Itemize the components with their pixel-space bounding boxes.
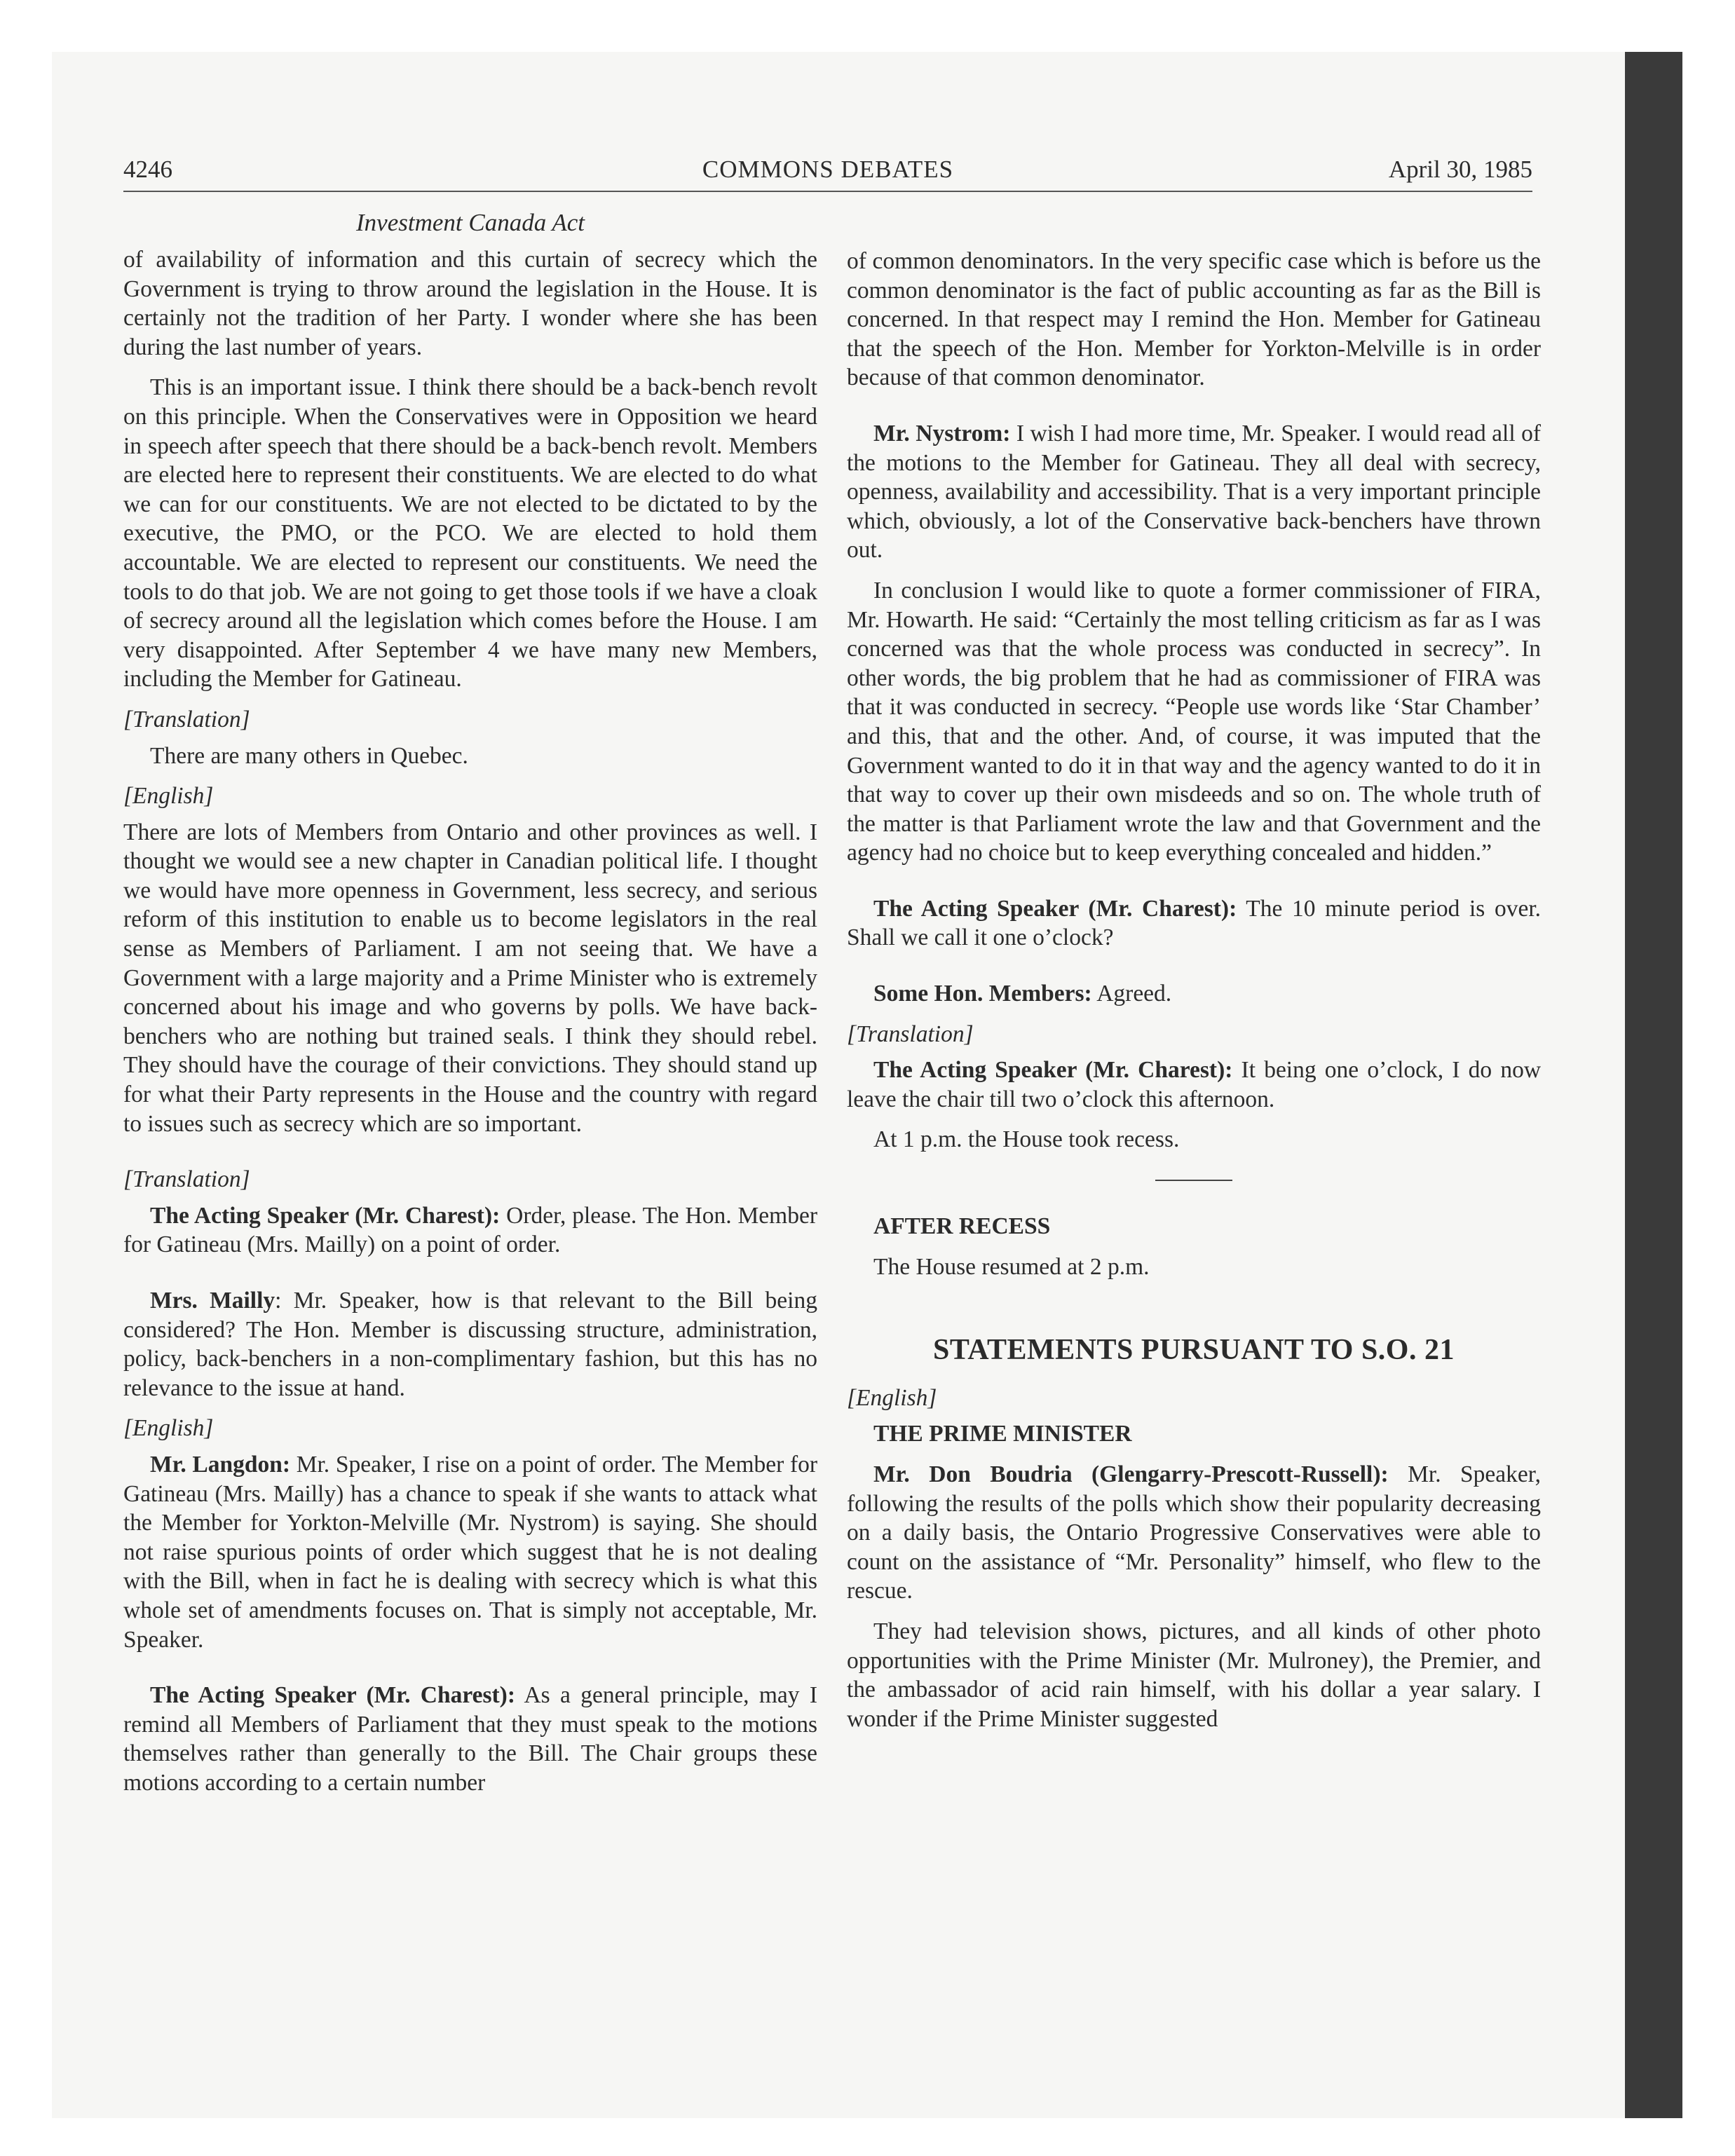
- speaker-name: Mr. Langdon:: [150, 1451, 291, 1478]
- running-title: Investment Canada Act: [356, 209, 585, 236]
- publication-title: COMMONS DEBATES: [702, 156, 954, 183]
- language-marker: [English]: [123, 783, 214, 810]
- scan-edge-shadow: [1625, 52, 1682, 2118]
- speech-paragraph: [123, 1450, 817, 1654]
- paragraph: There are many others in Quebec.: [150, 742, 468, 769]
- speech-paragraph: [123, 1681, 817, 1797]
- speaker-name: Some Hon. Members:: [873, 981, 1092, 1007]
- page-number: 4246: [123, 156, 172, 183]
- paragraph: of availability of information and this curtain of secrecy which the Government is trying to throw around the legislation in the House. It is certainly not the tradition of her Party. I wonder where she has been during the last number of years.: [123, 247, 817, 360]
- speaker-name: Mr. Don Boudria (Glengarry-Prescott-Russell):: [873, 1461, 1389, 1487]
- speech-paragraph: [847, 979, 1541, 1009]
- paragraph: of common denominators. In the very specific case which is before us the common denominator is the fact of public accounting as far as the Bill is concerned. In that respect may I remind the Hon. Member for Gatineau that the speech of the Hon. Member for Yorkton-Melville is in order because of that common denominator.: [847, 248, 1541, 391]
- paragraph: In conclusion I would like to quote a former commissioner of FIRA, Mr. Howarth. He said: “Certainly the most telling criticism as far as I was concerned was that the whole process was conducted in secrecy”. In other words, the big problem that he had as commissioner of FIRA was that it was conducted in secrecy. “People use words like ‘Star Chamber’ and this, that and the other. And, of course, it was imputed that the Government wanted to do it in that way and the agency wanted to do it in that way to cover up their own misdeeds and so on. The whole truth of the matter is that Parliament wrote the law and that Government and the agency had no choice but to keep everything concealed and hidden.”: [847, 577, 1541, 866]
- speech-paragraph: [847, 1460, 1541, 1606]
- language-marker: [Translation]: [123, 1166, 250, 1193]
- paragraph: At 1 p.m. the House took recess.: [873, 1126, 1180, 1153]
- speaker-name: The Acting Speaker (Mr. Charest):: [150, 1202, 501, 1229]
- paragraph: The House resumed at 2 p.m.: [873, 1253, 1150, 1280]
- language-marker: [Translation]: [847, 1021, 974, 1047]
- paragraph: They had television shows, pictures, and all kinds of other photo opportunities with the Prime Minister (Mr. Mulroney), the Premier, and the ambassador of acid rain himself, with his dollar a year salary. I wonder if the Prime Minister suggested: [847, 1618, 1541, 1732]
- speech-text: It being one o’clock, I do now leave the chair till two o’clock this afternoon.: [847, 1057, 1542, 1112]
- paragraph: This is an important issue. I think there should be a back-bench revolt on this principle. When the Conservatives were in Opposition we heard in speech after speech that there should be a back-bench revolt. Members are elected here to represent their constituents. We are elected to do what we can for our constituents. We are not elected to be dictated to by the executive, the PMO, or the PCO. We are elected to hold them accountable. We are elected to represent our constituents. We need the tools to do that job. We are not going to get those tools if we have a cloak of secrecy around all the legislation which comes before the House. I am very disappointed. After September 4 we have many new Members, including the Member for Gatineau.: [123, 374, 817, 692]
- page-header: [123, 156, 1532, 192]
- speaker-name: Mr. Nystrom:: [873, 420, 1011, 446]
- speech-text: The 10 minute period is over. Shall we call it one o’clock?: [847, 895, 1542, 951]
- after-recess-heading: AFTER RECESS: [873, 1213, 1051, 1240]
- speaker-name: The Acting Speaker (Mr. Charest):: [873, 1057, 1233, 1084]
- language-marker: [English]: [847, 1384, 937, 1411]
- speaker-name: Mrs. Mailly: [150, 1288, 275, 1314]
- speech-text: Mr. Speaker, following the results of the polls which show their popularity decreasing on a daily basis, the Ontario Progressive Conservatives were able to count on the assistance of “Mr. Personality” himself, who flew to the rescue.: [847, 1461, 1541, 1604]
- speaker-name: The Acting Speaker (Mr. Charest):: [873, 895, 1237, 922]
- speech-paragraph: [847, 419, 1541, 565]
- speech-text: Order, please. The Hon. Member for Gatineau (Mrs. Mailly) on a point of order.: [123, 1202, 818, 1258]
- language-marker: [English]: [123, 1415, 214, 1442]
- speech-paragraph: [123, 1286, 817, 1403]
- speech-text: : Mr. Speaker, how is that relevant to the Bill being considered? The Hon. Member is discussing structure, administration, policy, back-benchers in a non-complimentary fashion, but this has no relevance to the issue at hand.: [123, 1288, 817, 1401]
- speaker-name: The Acting Speaker (Mr. Charest):: [150, 1682, 515, 1709]
- language-marker: [Translation]: [123, 706, 250, 732]
- speech-text: Mr. Speaker, I rise on a point of order. The Member for Gatineau (Mrs. Mailly) has a chance to speak if she wants to attack what the Member for Yorkton-Melville (Mr. Nystrom) is saying. She should not raise spurious points of order which suggest that he is not dealing with the Bill, when in fact he is dealing with secrecy which is what this whole set of amendments focuses on. That is simply not acceptable, Mr. Speaker.: [123, 1451, 818, 1653]
- speech-text: I wish I had more time, Mr. Speaker. I would read all of the motions to the Member for Gatineau. They all deal with secrecy, openness, availability and accessibility. That is a very important principle which, obviously, a lot of the Conservative back-benchers have thrown out.: [847, 420, 1542, 564]
- paragraph: There are lots of Members from Ontario and other provinces as well. I thought we would see a new chapter in Canadian political life. I thought we would have more openness in Government, less secrecy, and serious reform of this institution to enable us to become legislators in the real sense as Members of Parliament. I am not seeing that. We have a Government with a large majority and a Prime Minister who is extremely concerned about his image and who governs by polls. We have back-benchers who are nothing but trained seals. I think they should rebel. They should have the courage of their convictions. They should stand up for what their Party represents in the House and the country with regard to issues such as secrecy which are so important.: [123, 819, 817, 1137]
- right-column: [847, 247, 1541, 1745]
- statement-subheading: THE PRIME MINISTER: [873, 1421, 1132, 1447]
- speech-paragraph: [123, 1201, 817, 1260]
- speech-paragraph: [847, 894, 1541, 953]
- speech-text: As a general principle, may I remind all Members of Parliament that they must speak to the motions themselves rather than generally to the Bill. The Chair groups these motions according to a certain number: [123, 1682, 817, 1796]
- section-divider: [1155, 1180, 1232, 1181]
- left-column: [123, 245, 817, 1809]
- page-date: April 30, 1985: [1388, 156, 1532, 183]
- speech-paragraph: [847, 1056, 1541, 1114]
- speech-text: Agreed.: [1091, 981, 1172, 1007]
- section-heading: STATEMENTS PURSUANT TO S.O. 21: [933, 1334, 1455, 1367]
